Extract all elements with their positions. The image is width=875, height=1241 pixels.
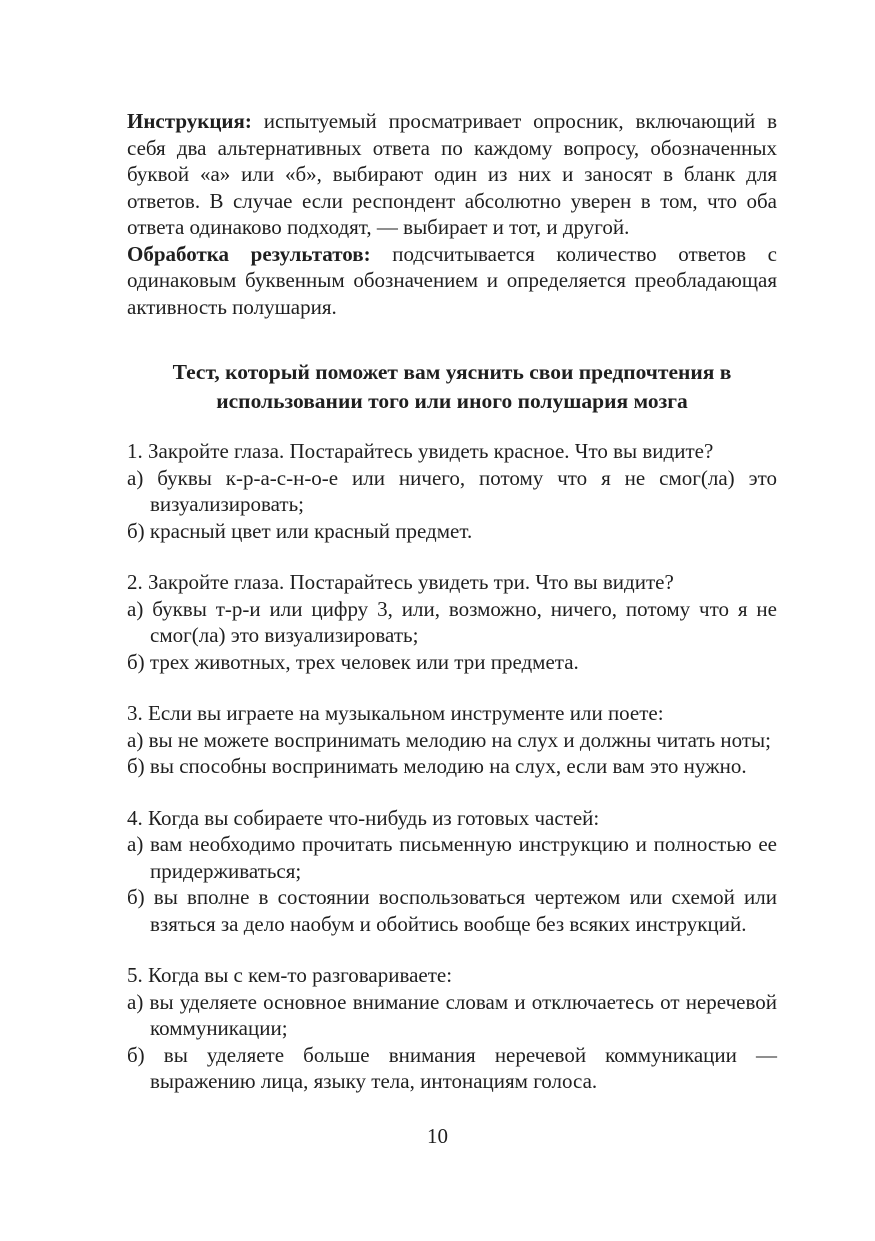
question-3 [127, 700, 777, 780]
answer-a: а) буквы к-р-а-с-н-о-е или ничего, потому что я не смог(ла) это визуализировать; [127, 465, 777, 516]
processing-paragraph [127, 241, 777, 321]
question-text: 5. Когда вы с кем-то разговариваете: [127, 963, 453, 987]
question-text: 2. Закройте глаза. Постарайтесь увидеть три. Что вы видите? [127, 570, 674, 594]
answer-a: а) вы не можете воспринимать мелодию на слух и должны читать ноты; [127, 727, 771, 752]
page-number: 10 [427, 1124, 448, 1148]
question-text: 4. Когда вы собираете что-нибудь из готовых частей: [127, 805, 600, 830]
answer-b: б) красный цвет или красный предмет. [127, 518, 473, 543]
answer-a: а) вам необходимо прочитать письменную инструкцию и полностью ее придерживаться; [127, 832, 777, 883]
answer-b: б) вы вполне в состоянии воспользоваться чертежом или схемой или взяться за дело наобум и обойтись вообще без всяких инструкций. [127, 885, 777, 936]
processing-text: подсчитывается количество ответов с одинаковым буквенным обозначением и определяется преобладающая активность полушария. [127, 241, 778, 319]
answer-a: а) вы уделяете основное внимание словам и отключаетесь от неречевой коммуникации; [127, 989, 777, 1040]
question-text: 3. Если вы играете на музыкальном инструменте или поете: [127, 701, 664, 725]
instruction-paragraph [127, 108, 777, 241]
instruction-text: испытуемый просматривает опросник, включающий в себя два альтернативных ответа по каждому вопросу, обозначенных буквой «а» или «б», выбирают один из них и заносят в бланк для ответов. В случае если респондент абсолютно уверен в том, что оба ответа одинаково подходят, — выбирает и тот, и другой. [127, 109, 777, 239]
question-text: 1. Закройте глаза. Постарайтесь увидеть красное. Что вы видите? [127, 439, 714, 463]
question-2 [127, 569, 777, 675]
question-5 [127, 962, 777, 1095]
answer-b: б) вы способны воспринимать мелодию на слух, если вам это нужно. [127, 754, 747, 778]
answer-b: б) трех животных, трех человек или три предмета. [127, 649, 579, 674]
answer-a: а) буквы т-р-и или цифру 3, или, возможно, ничего, потому что я не смог(ла) это визуализировать; [127, 596, 777, 647]
question-4 [127, 805, 777, 938]
test-title: Тест, который поможет вам уяснить свои предпочтения в использовании того или иного полушария мозга [172, 360, 732, 413]
document-page [127, 108, 777, 1120]
processing-label: Обработка результатов: [127, 241, 371, 266]
answer-b: б) вы уделяете больше внимания неречевой коммуникации — выражению лица, языку тела, интонациям голоса. [127, 1042, 777, 1093]
question-1 [127, 438, 777, 544]
instruction-label: Инструкция: [127, 109, 252, 133]
